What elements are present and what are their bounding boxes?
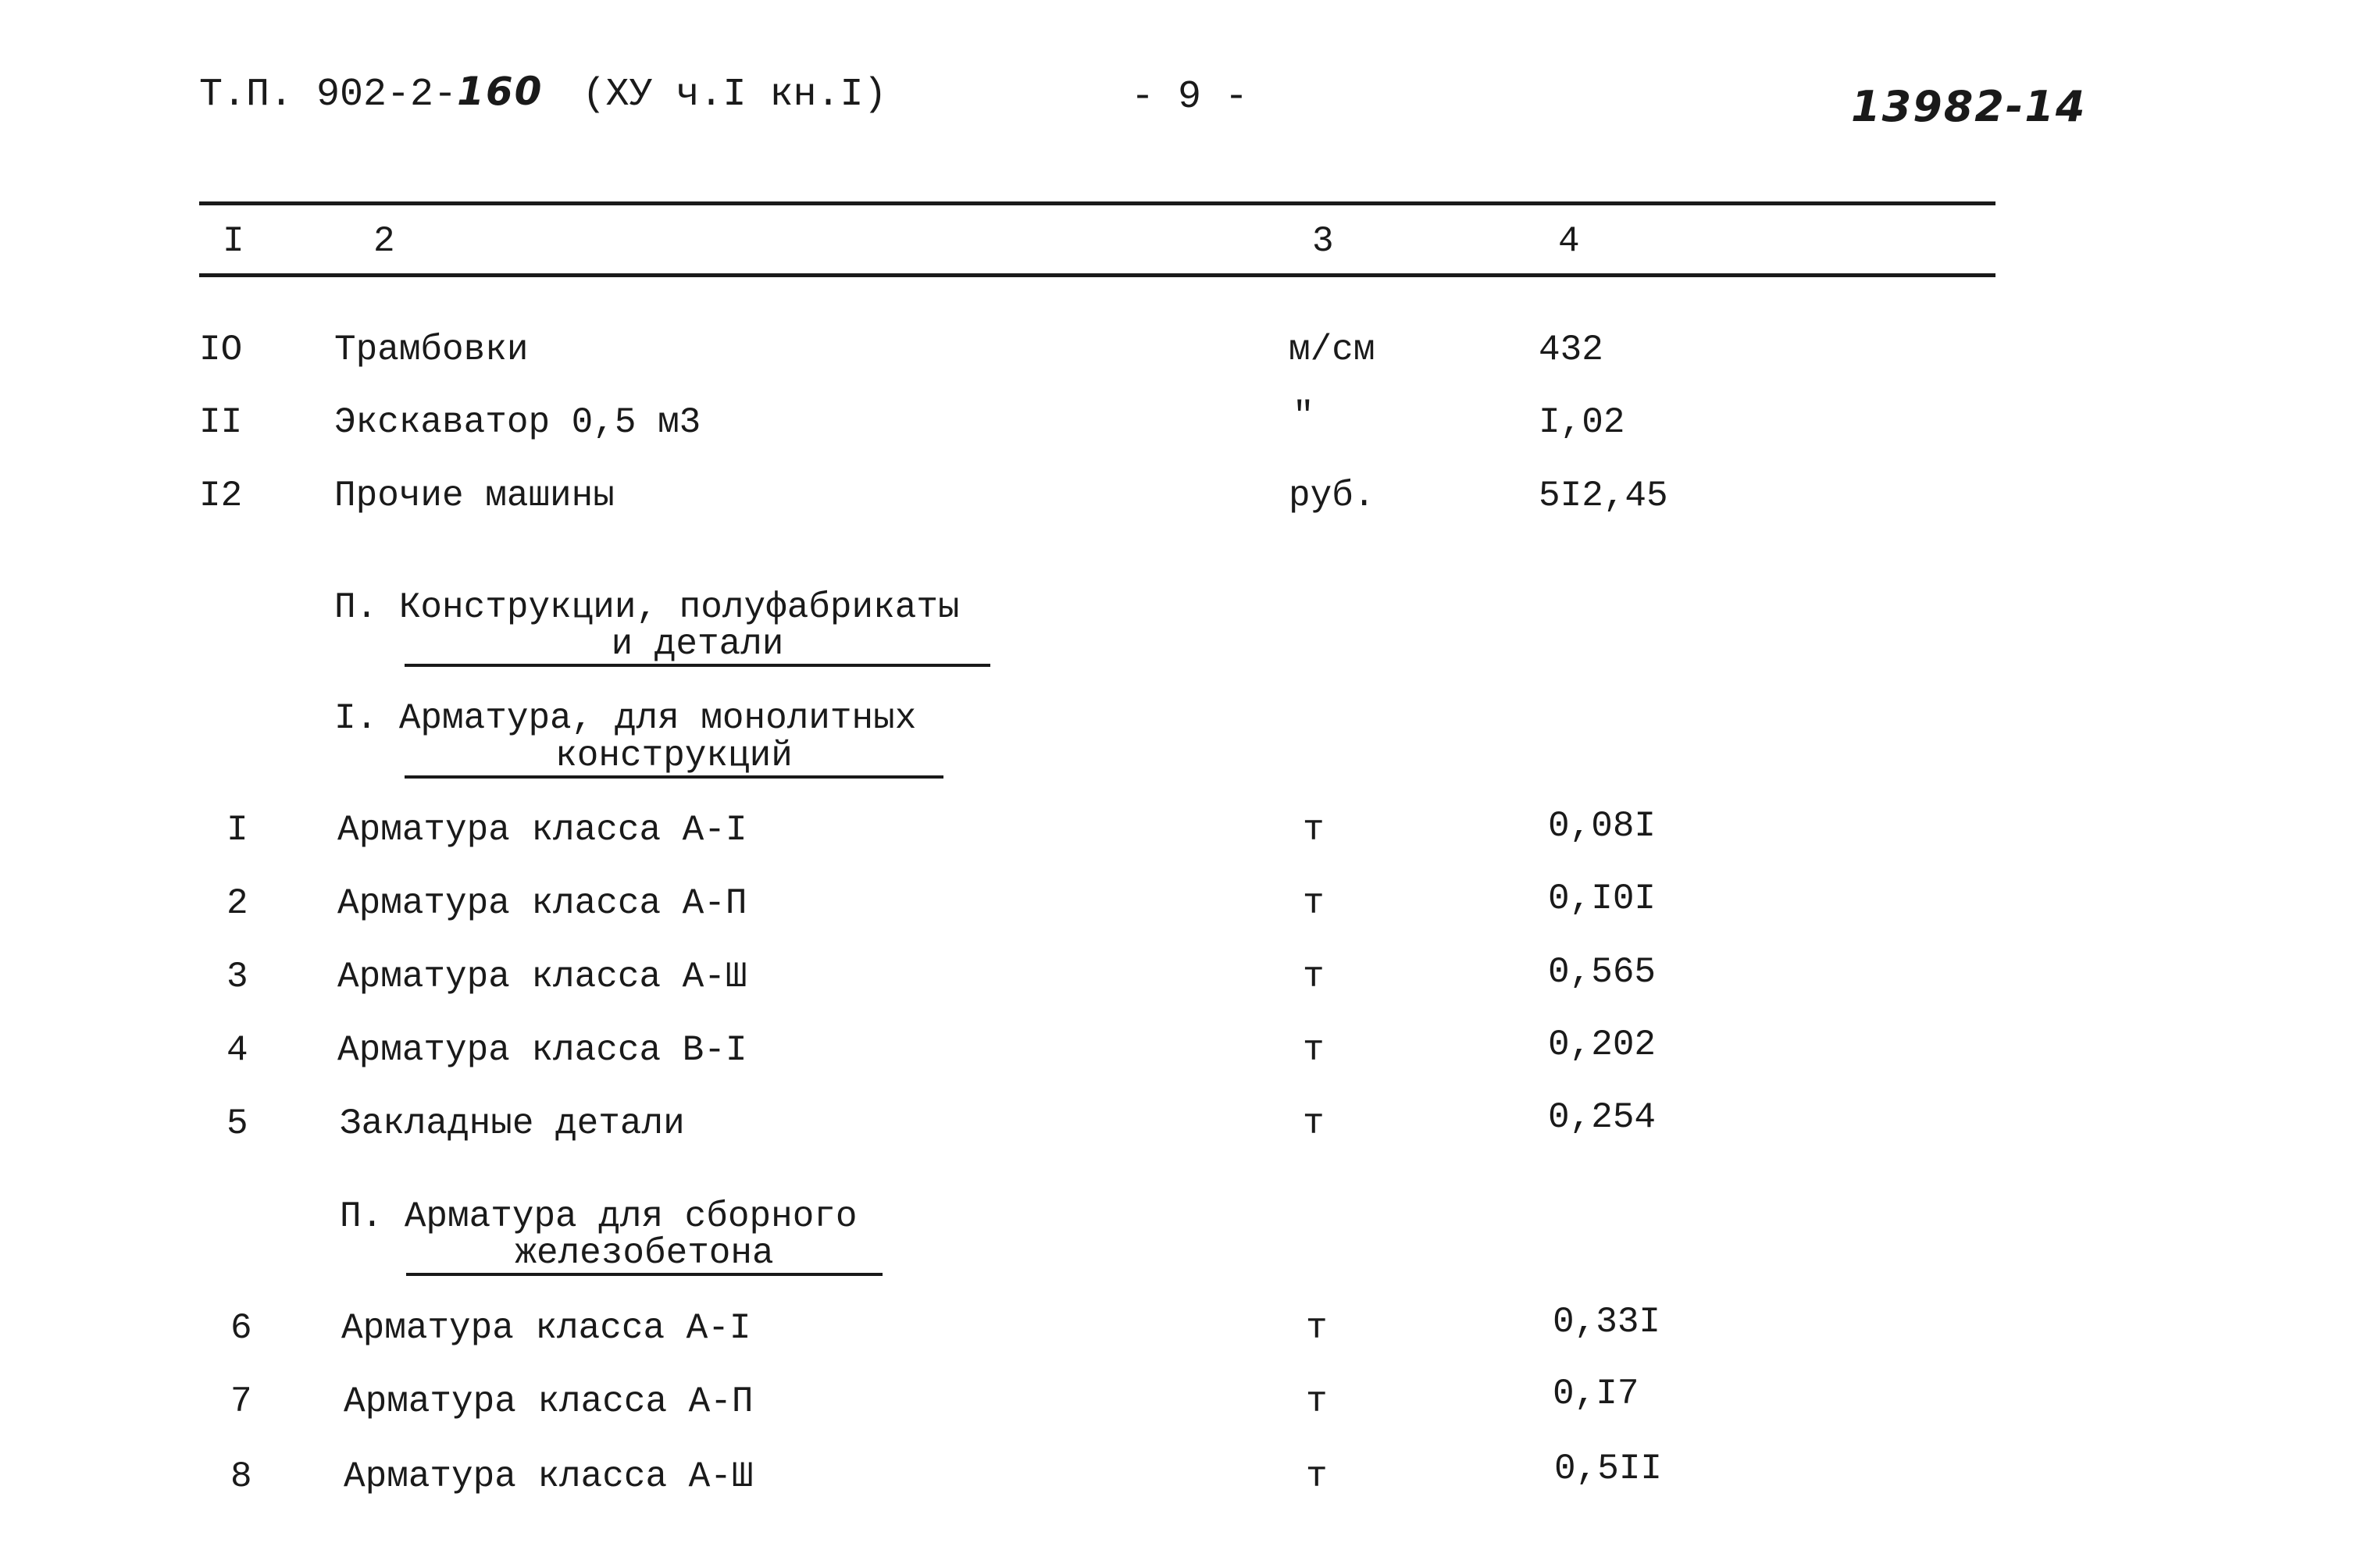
row-value: 0,565: [1548, 952, 1657, 992]
row-number: 4: [226, 1030, 248, 1071]
page-number: - 9 -: [1131, 75, 1249, 119]
row-number: 6: [230, 1308, 252, 1349]
row-name: Арматура класса А-Ш: [344, 1456, 754, 1497]
column-header-2: 2: [373, 221, 395, 262]
row-unit: м/см: [1289, 330, 1375, 370]
row-value: I,02: [1539, 402, 1625, 443]
row-value: 0,08I: [1548, 806, 1657, 846]
subsection-1-line2: конструкций: [555, 736, 793, 776]
row-value: 0,202: [1548, 1025, 1657, 1065]
row-unit: руб.: [1289, 476, 1375, 516]
row-unit: т: [1306, 1381, 1328, 1422]
row-name: Закладные детали: [340, 1103, 685, 1144]
row-unit: т: [1303, 1030, 1325, 1071]
row-value: 0,254: [1548, 1097, 1657, 1138]
subsection-2-line2: железобетона: [515, 1233, 774, 1274]
table-top-rule: [199, 201, 1995, 205]
row-name: Арматура класса А-П: [337, 883, 747, 924]
row-name: Арматура класса В-I: [337, 1030, 747, 1071]
row-unit: т: [1306, 1308, 1328, 1349]
row-name: Арматура класса А-П: [344, 1381, 754, 1422]
column-header-4: 4: [1558, 221, 1580, 262]
section-heading-underline: [405, 664, 990, 667]
row-number: 2: [226, 883, 248, 924]
row-unit: т: [1303, 810, 1325, 850]
row-name: Арматура класса А-I: [337, 810, 747, 850]
row-number: 5: [226, 1103, 248, 1144]
archive-code: 13982-14: [1851, 82, 2087, 131]
doc-handwritten-number: 160: [457, 69, 544, 114]
column-header-1: I: [223, 221, 244, 262]
row-number: IO: [199, 330, 243, 370]
row-value: 0,I7: [1553, 1374, 1639, 1414]
column-header-3: 3: [1312, 221, 1334, 262]
row-number: 8: [230, 1456, 252, 1497]
row-name: Арматура класса А-I: [341, 1308, 751, 1349]
row-value: 0,33I: [1553, 1302, 1661, 1342]
row-unit: ": [1293, 396, 1314, 437]
row-name: Экскаватор 0,5 м3: [334, 402, 701, 443]
row-unit: т: [1303, 957, 1325, 997]
row-number: I: [226, 810, 248, 850]
doc-suffix: (ХУ ч.I кн.I): [582, 73, 887, 117]
subsection-2-underline: [406, 1273, 883, 1276]
row-number: II: [199, 402, 243, 443]
table-header-rule: [199, 273, 1995, 277]
row-number: 3: [226, 957, 248, 997]
row-value: 432: [1539, 330, 1603, 370]
row-name: Арматура класса А-Ш: [337, 957, 747, 997]
subsection-1-line1: I. Арматура, для монолитных: [334, 698, 917, 739]
row-value: 0,5II: [1554, 1449, 1663, 1489]
section-heading-line1: П. Конструкции, полуфабрикаты: [334, 587, 960, 628]
document-reference: [199, 69, 887, 117]
row-name: Трамбовки: [334, 330, 529, 370]
row-number: 7: [230, 1381, 252, 1422]
row-unit: т: [1306, 1456, 1328, 1497]
subsection-1-underline: [405, 775, 943, 779]
row-value: 5I2,45: [1539, 476, 1668, 516]
doc-prefix: Т.П. 902-2-: [199, 73, 458, 117]
row-unit: т: [1303, 883, 1325, 924]
row-number: I2: [199, 476, 243, 516]
row-unit: т: [1303, 1103, 1325, 1144]
subsection-2-line1: П. Арматура для сборного: [340, 1196, 858, 1237]
row-name: Прочие машины: [334, 476, 615, 516]
row-value: 0,I0I: [1548, 878, 1657, 919]
section-heading-line2: и детали: [611, 624, 784, 665]
